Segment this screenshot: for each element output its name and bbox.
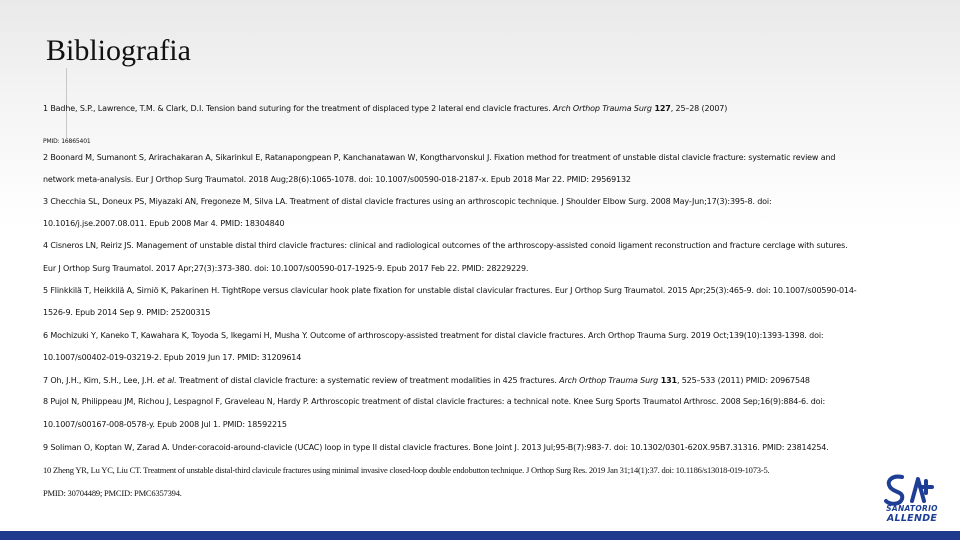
- reference-4-line-1: 4 Cisneros LN, Reiriz JS. Management of unstable distal third clavicle fractures: clinical and radiological outcomes of the arthroscopy-assisted conoid ligament reconstruction and fracture cerclage with sutures.: [43, 241, 848, 250]
- reference-5-line-2: 1526-9. Epub 2014 Sep 9. PMID: 25200315: [43, 308, 211, 317]
- reference-5-line-1: 5 Flinkkilä T, Heikkilä A, Sirniö K, Pakarinen H. TightRope versus clavicular hook plate fixation for unstable distal clavicular fractures. Eur J Orthop Surg Traumatol. 2015 Apr;25(3):465-9. doi: 10.1007/s00590-014-: [43, 286, 857, 295]
- reference-7-line-1: 7 Oh, J.H., Kim, S.H., Lee, J.H. et al. Treatment of distal clavicle fracture: a systematic review of treatment modalities in 425 fractures. Arch Orthop Trauma Surg 131, 525–533 (2011) PMID: 20967548: [43, 376, 810, 385]
- reference-8-line-1: 8 Pujol N, Philippeau JM, Richou J, Lespagnol F, Graveleau N, Hardy P. Arthroscopic treatment of distal clavicle fractures: a technical note. Knee Surg Sports Traumatol Arthrosc. 2008 Sep;16(9):884-6. doi:: [43, 397, 825, 406]
- reference-8-line-2: 10.1007/s00167-008-0578-y. Epub 2008 Jul 1. PMID: 18592215: [43, 420, 287, 429]
- reference-6-line-1: 6 Mochizuki Y, Kaneko T, Kawahara K, Toyoda S, Ikegami H, Musha Y. Outcome of arthroscopy-assisted treatment for distal clavicle fractures. Arch Orthop Trauma Surg. 2019 Oct;139(10):1393-1398. doi:: [43, 331, 824, 340]
- reference-1-pmid: PMID: 16865401: [43, 138, 91, 145]
- reference-10-line-1: 10 Zheng YR, Lu YC, Liu CT. Treatment of unstable distal-third clavicule fractures using minimal invasive closed-loop double endobutton technique. J Orthop Surg Res. 2019 Jan 31;14(1):37. doi: 10.1186/s13018-019-1073-5.: [43, 465, 770, 475]
- reference-2-line-1: 2 Boonard M, Sumanont S, Arirachakaran A, Sikarinkul E, Ratanapongpean P, Kanchanatawan W, Kongtharvonskul J. Fixation method for treatment of unstable distal clavicle fracture: systematic review and: [43, 153, 836, 162]
- vertical-divider: [66, 68, 67, 138]
- reference-1-line-1: 1 Badhe, S.P., Lawrence, T.M. & Clark, D.I. Tension band suturing for the treatment of displaced type 2 lateral end clavicle fractures. Arch Orthop Trauma Surg 127, 25–28 (2007): [43, 104, 728, 113]
- bottom-bar: [0, 531, 960, 540]
- reference-10-line-2: PMID: 30704489; PMCID: PMC6357394.: [43, 488, 182, 498]
- reference-6-line-2: 10.1007/s00402-019-03219-2. Epub 2019 Jun 17. PMID: 31209614: [43, 353, 302, 362]
- reference-3-line-1: 3 Checchia SL, Doneux PS, Miyazaki AN, Fregoneze M, Silva LA. Treatment of distal clavicle fractures using an arthroscopic technique. J Shoulder Elbow Surg. 2008 May-Jun;17(3):395-8. doi:: [43, 197, 772, 206]
- reference-4-line-2: Eur J Orthop Surg Traumatol. 2017 Apr;27(3):373-380. doi: 10.1007/s00590-017-1925-9. Epub 2017 Feb 22. PMID: 28229229.: [43, 264, 529, 273]
- reference-3-line-2: 10.1016/j.jse.2007.08.011. Epub 2008 Mar 4. PMID: 18304840: [43, 219, 285, 228]
- reference-9-line-1: 9 Soliman O, Koptan W, Zarad A. Under-coracoid-around-clavicle (UCAC) loop in type II distal clavicle fractures. Bone Joint J. 2013 Jul;95-B(7):983-7. doi: 10.1302/0301-620X.95B7.31316. PMID: 23814254.: [43, 443, 829, 452]
- slide-title: Bibliografia: [46, 34, 191, 67]
- logo-text-sanatorio: SANATORIO: [886, 504, 938, 513]
- reference-2-line-2: network meta-analysis. Eur J Orthop Surg Traumatol. 2018 Aug;28(6):1065-1078. doi: 10.1007/s00590-018-2187-x. Epub 2018 Mar 22. PMID: 29569132: [43, 175, 631, 184]
- logo-text-allende: ALLENDE: [886, 513, 938, 524]
